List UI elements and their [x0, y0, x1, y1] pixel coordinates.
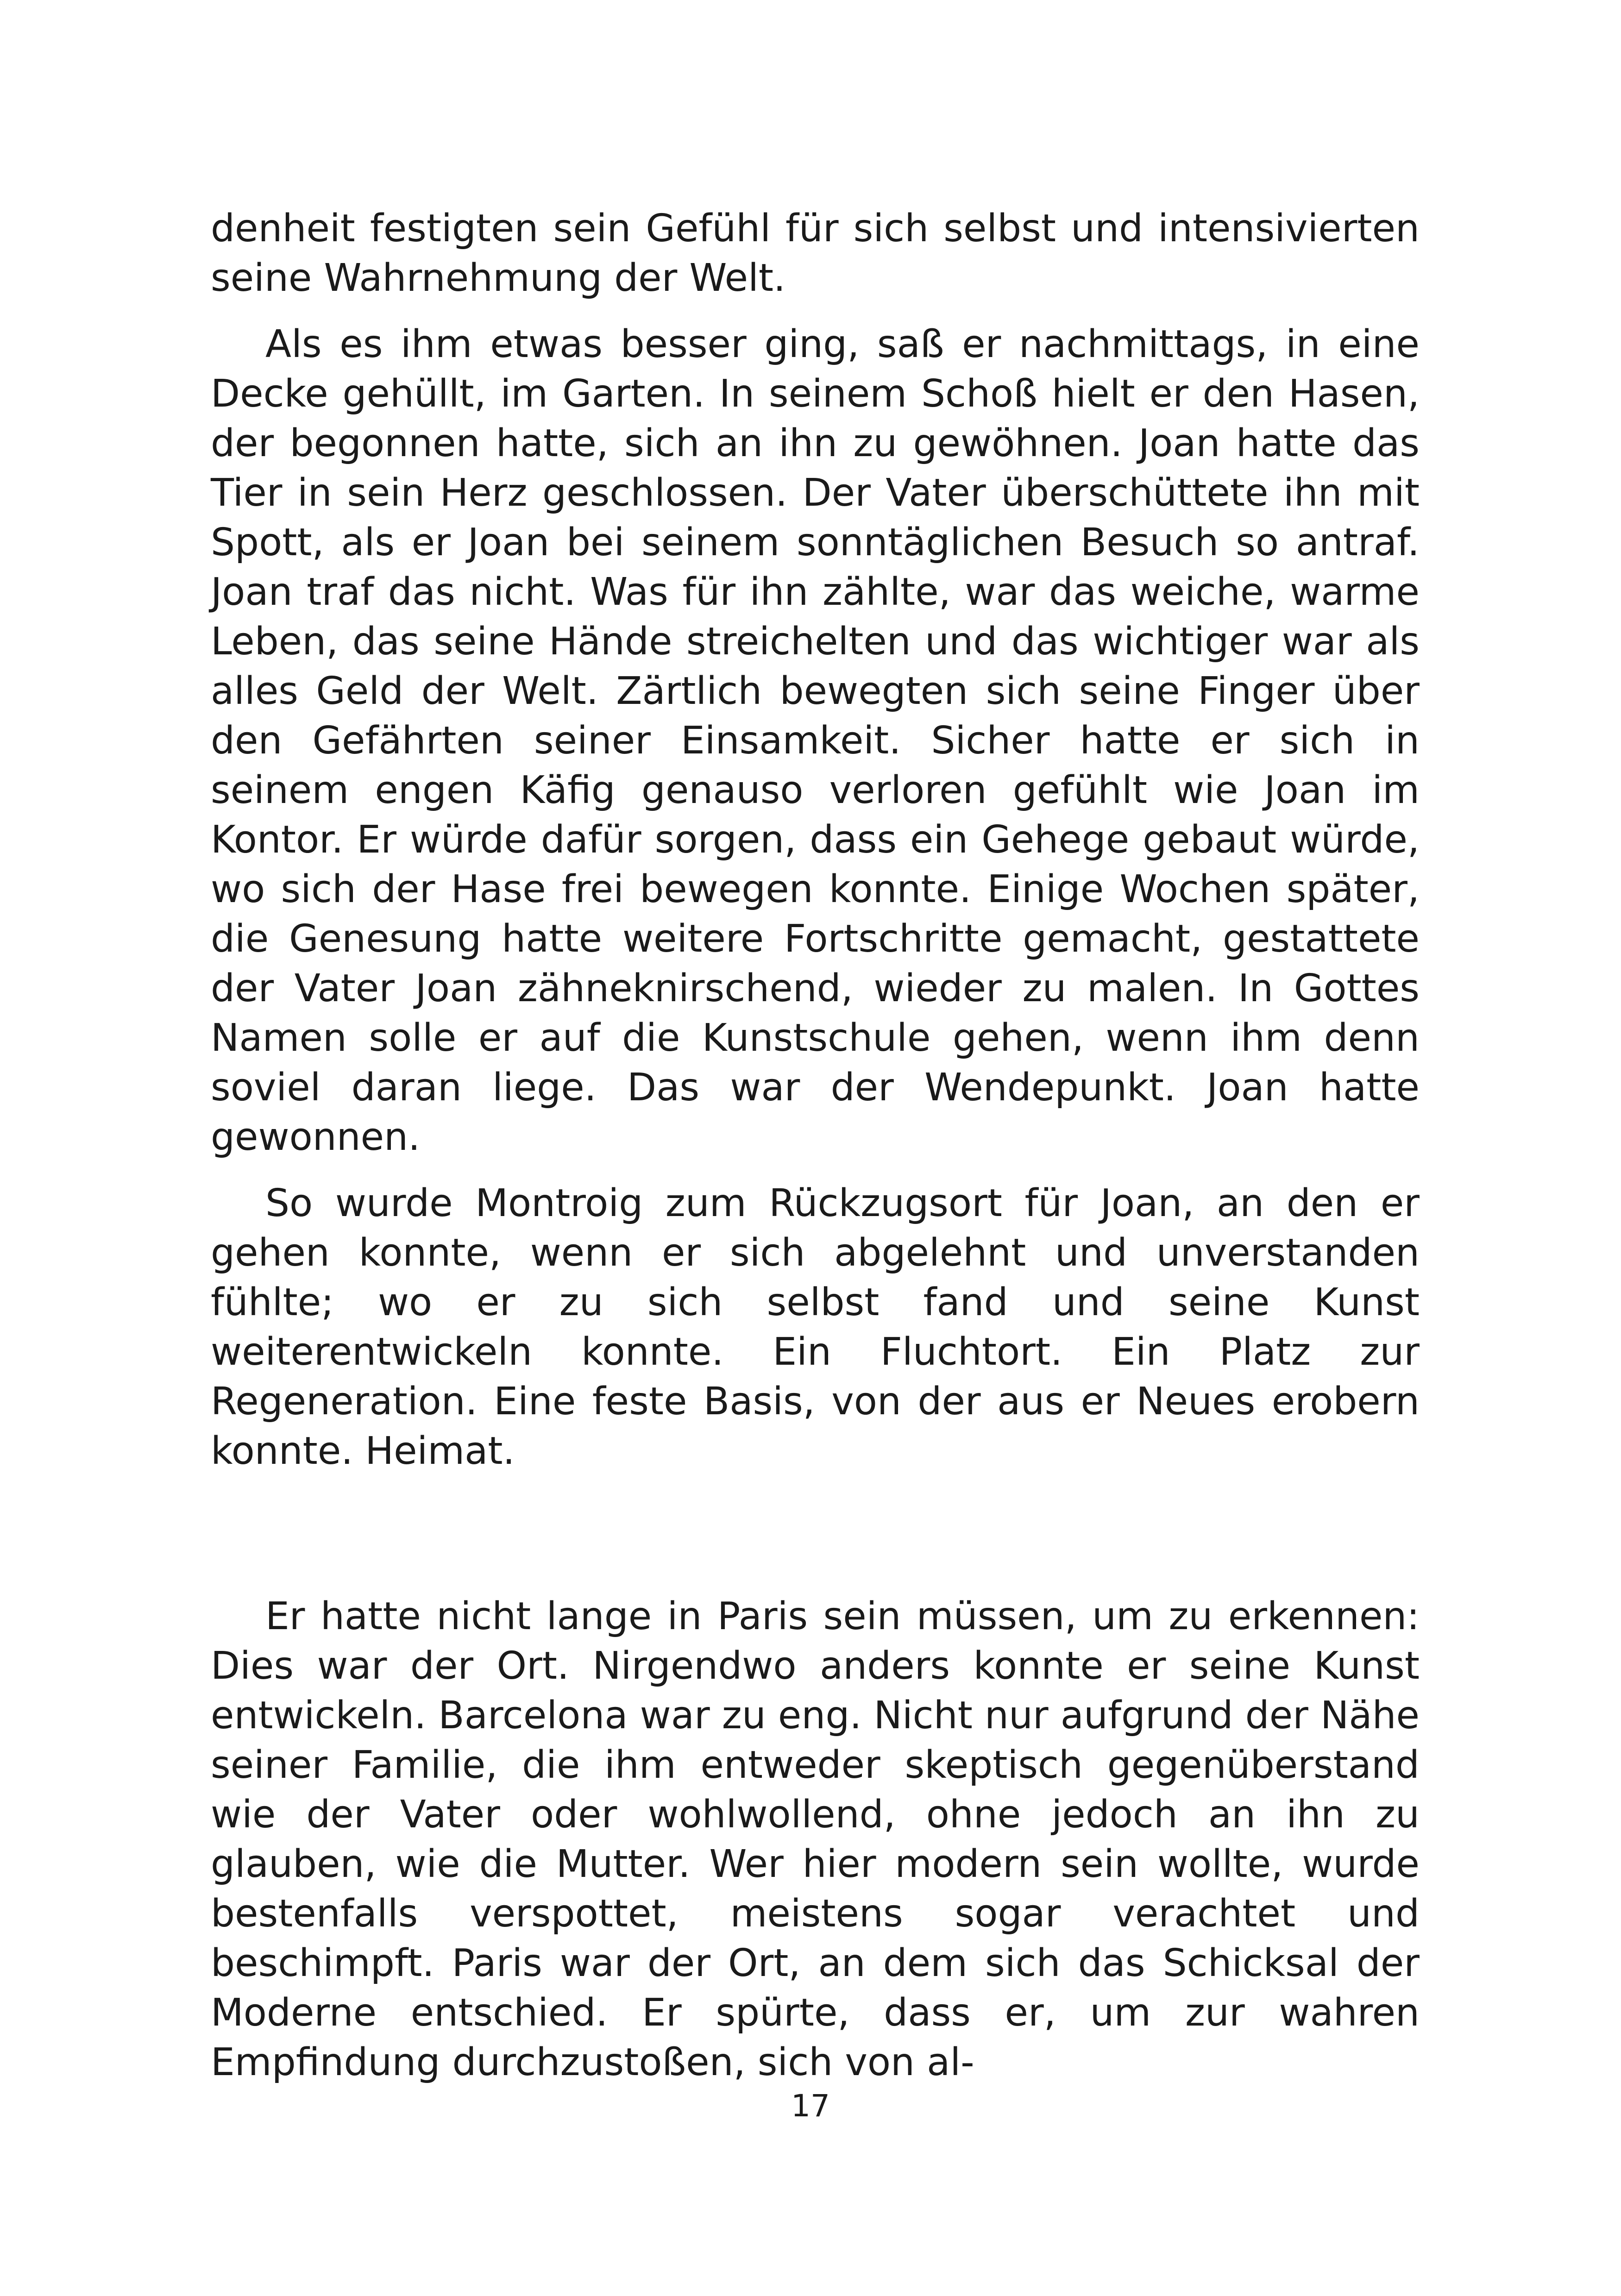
body-text — [211, 204, 1420, 2087]
paragraph: So wurde Montroig zum Rückzugsort für Joan, an den er gehen konnte, wenn er sich abgelehnt und unverstanden fühlte; wo er zu sich selbst fand und seine Kunst weiterentwickeln konnte. Ein Fluchtort. Ein Platz zur Regeneration. Eine feste Basis, von der aus er Neues erobern konnte. Heimat. — [211, 1181, 1420, 1473]
paragraph: Als es ihm etwas besser ging, saß er nachmittags, in eine Decke gehüllt, im Garten. In seinem Schoß hielt er den Hasen, der begonnen hatte, sich an ihn zu gewöhnen. Joan hatte das Tier in sein Herz geschlossen. Der Vater überschüttete ihn mit Spott, als er Joan bei seinem sonntäglichen Besuch so antraf. Joan traf das nicht. Was für ihn zählte, war das weiche, warme Leben, das seine Hände streichelten und das wichtiger war als alles Geld der Welt. Zärtlich bewegten sich seine Finger über den Gefährten seiner Einsamkeit. Sicher hatte er sich in seinem engen Käfig genauso verloren gefühlt wie Joan im Kontor. Er würde dafür sorgen, dass ein Gehege gebaut würde, wo sich der Hase frei bewegen konnte. Einige Wochen später, die Genesung hatte weitere Fortschritte gemacht, gestattete der Vater Joan zähneknirschend, wieder zu malen. In Gottes Namen solle er auf die Kunstschule gehen, wenn ihm denn soviel daran liege. Das war der Wendepunkt. Joan hatte gewonnen. — [211, 322, 1420, 1159]
page-number: 17 — [791, 2088, 830, 2124]
paragraph-continuation: denheit festigten sein Gefühl für sich selbst und intensivierten seine Wahrnehmung der Welt. — [211, 207, 1420, 300]
paragraph: Er hatte nicht lange in Paris sein müssen, um zu erkennen: Dies war der Ort. Nirgendwo anders konnte er seine Kunst entwickeln. Barcelona war zu eng. Nicht nur aufgrund der Nähe seiner Familie, die ihm entweder skeptisch gegenüberstand wie der Vater oder wohlwollend, ohne jedoch an ihn zu glauben, wie die Mutter. Wer hier modern sein wollte, wurde bestenfalls verspottet, meistens sogar verachtet und beschimpft. Paris war der Ort, an dem sich das Schicksal der Moderne entschied. Er spürte, dass er, um zur wahren Empfindung durchzustoßen, sich von al- — [211, 1594, 1420, 2084]
